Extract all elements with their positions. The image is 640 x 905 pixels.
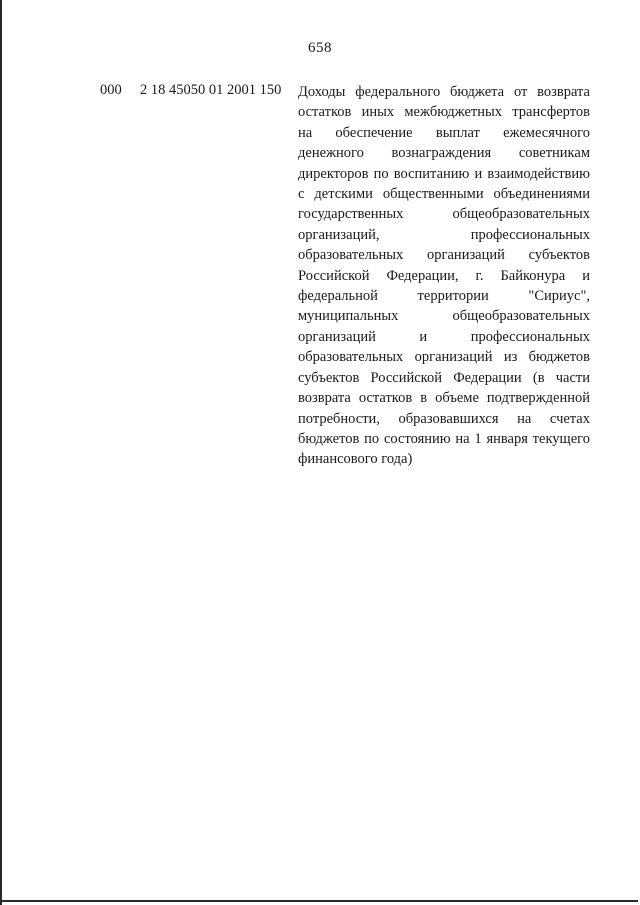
description-line: организаций и профессиональных [298, 328, 590, 345]
description-line: федеральной территории "Сириус", [298, 288, 590, 305]
administrator-code: 000 [100, 82, 122, 98]
description-line: бюджетов по состоянию на 1 января текущего [298, 430, 590, 447]
description-line: на обеспечение выплат ежемесячного [298, 124, 590, 141]
description-line: муниципальных общеобразовательных [298, 308, 590, 325]
description-line: Российской Федерации, г. Байконура и [298, 267, 590, 284]
description-line: возврата остатков в объеме подтвержденной [298, 390, 590, 407]
revenue-description [298, 82, 590, 470]
description-line: Доходы федерального бюджета от возврата [298, 84, 590, 100]
description-line: денежного вознаграждения советникам [298, 145, 590, 162]
description-line: государственных общеобразовательных [298, 206, 590, 223]
budget-classification-code: 2 18 45050 01 2001 150 [140, 82, 282, 98]
description-line: образовательных организаций субъектов [298, 247, 590, 264]
description-line: образовательных организаций из бюджетов [298, 349, 590, 366]
description-line: директоров по воспитанию и взаимодействию [298, 165, 590, 182]
description-line: организаций, профессиональных [298, 226, 590, 243]
description-line: финансового года) [298, 451, 413, 468]
scan-edge-left [0, 0, 2, 905]
scan-edge-bottom [0, 900, 638, 902]
description-line: субъектов Российской Федерации (в части [298, 369, 590, 386]
description-line: остатков иных межбюджетных трансфертов [298, 104, 590, 121]
description-line: с детскими общественными объединениями [298, 186, 590, 203]
description-line: потребности, образовавшихся на счетах [298, 410, 590, 427]
page-number: 658 [308, 40, 332, 56]
